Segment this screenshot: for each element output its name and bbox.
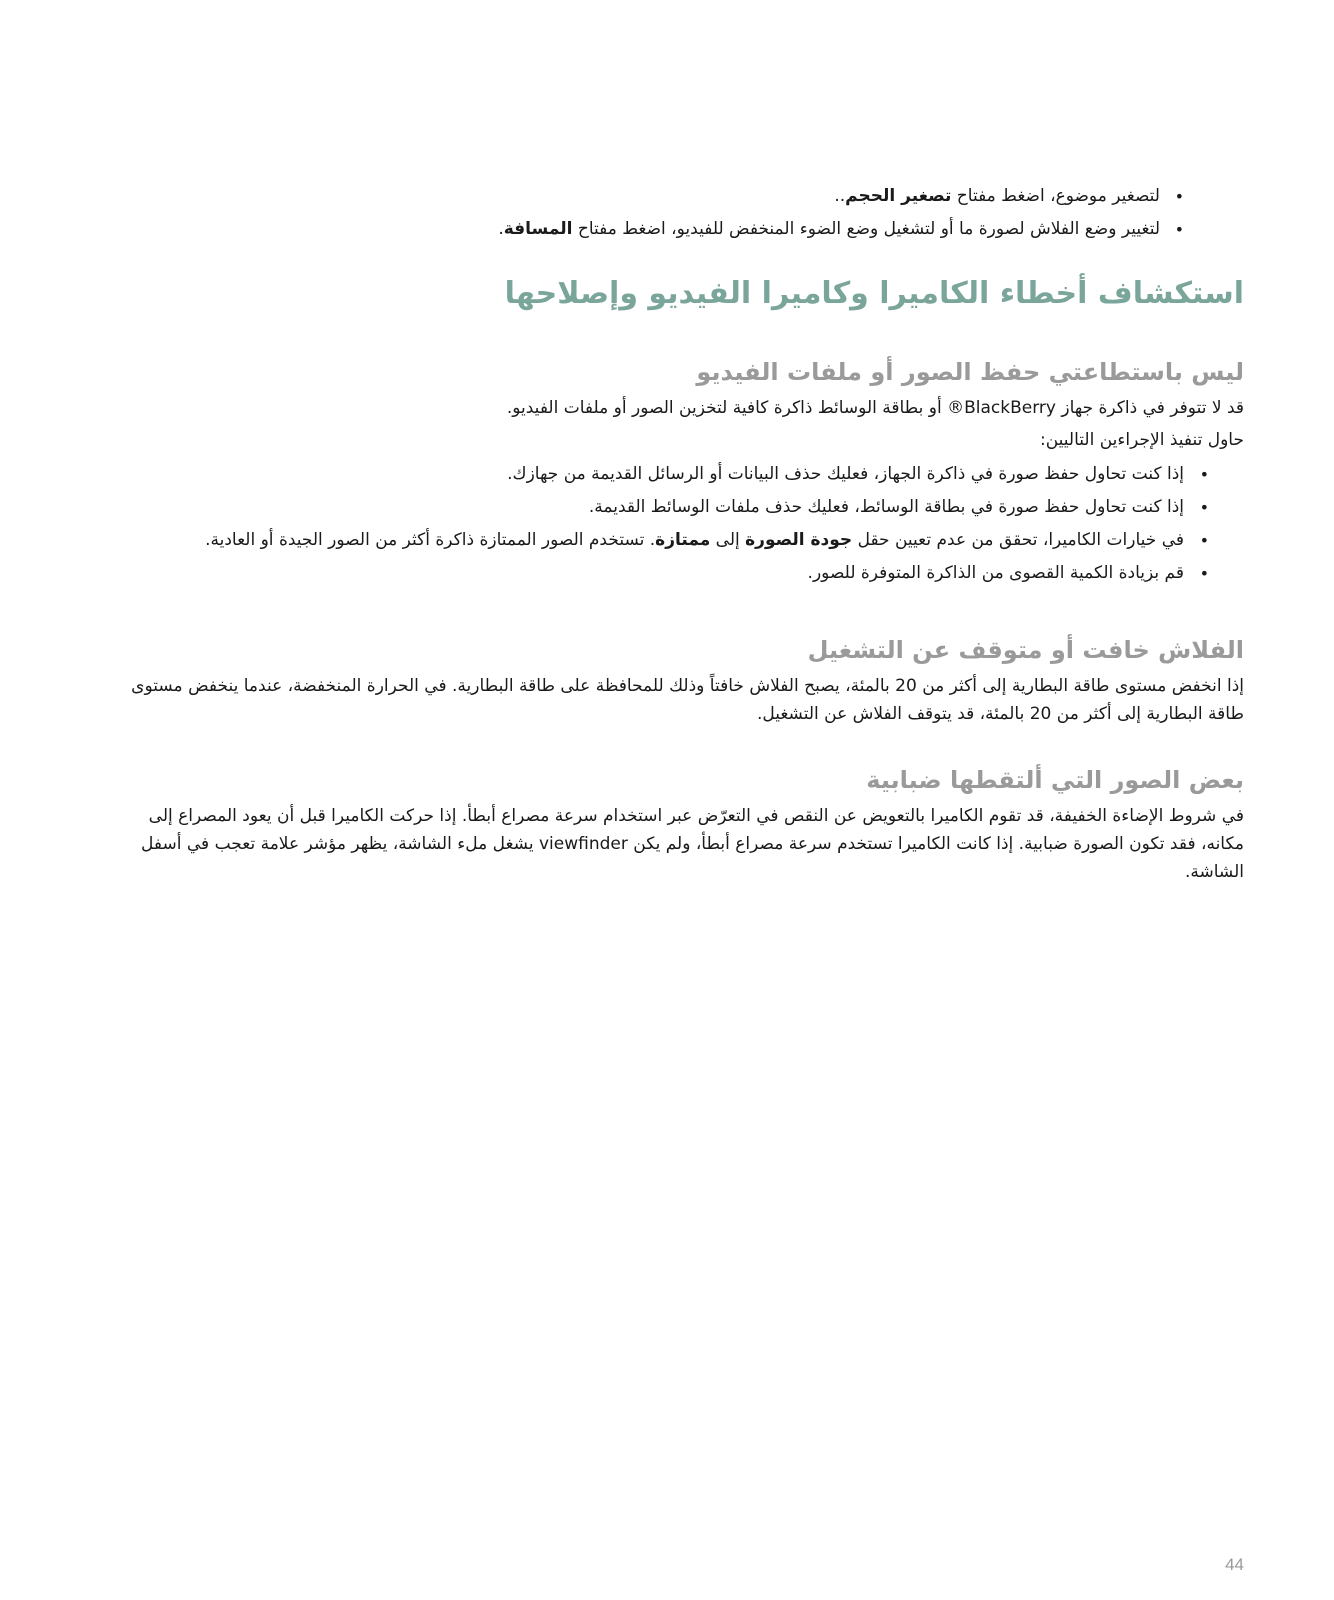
- section-heading: ليس باستطاعتي حفظ الصور أو ملفات الفيديو: [696, 358, 1244, 386]
- list-item: • إذا كنت تحاول حفظ صورة في ذاكرة الجهاز، فعليك حذف البيانات أو الرسائل القديمة من جهازك.: [110, 458, 1244, 491]
- section-flash-dim: [110, 628, 1244, 728]
- document-page: [110, 180, 1244, 886]
- section-blurry-pictures: [110, 758, 1244, 886]
- option-name: ممتازة: [655, 530, 711, 550]
- paragraph: في شروط الإضاءة الخفيفة، قد تقوم الكاميرا بالتعويض عن النقص في التعرّض عبر استخدام سرعة مصراع أبطأ. إذا حركت الكاميرا قبل أن يعود المصراع إلى مكانه، فقد تكون الصورة ضبابية. إذا كانت الكاميرا تستخدم سرعة مصراع أبطأ، ولم يكن viewfinder يشغل ملء الشاشة، يظهر مؤشر علامة تعجب في أسفل الشاشة.: [141, 806, 1244, 882]
- paragraph: قد لا تتوفر في ذاكرة جهاز BlackBerry® أو بطاقة الوسائط ذاكرة كافية لتخزين الصور أو ملفات الفيديو.: [506, 398, 1244, 418]
- section-cannot-save: [110, 350, 1244, 590]
- list-item: • إذا كنت تحاول حفظ صورة في بطاقة الوسائط، فعليك حذف ملفات الوسائط القديمة.: [110, 491, 1244, 524]
- main-title: استكشاف أخطاء الكاميرا وكاميرا الفيديو وإصلاحها: [504, 276, 1244, 311]
- key-name: المسافة: [503, 219, 573, 239]
- page-number: 44: [1225, 1555, 1244, 1574]
- list-item: • لتصغير موضوع، اضغط مفتاح تصغير الحجم..: [110, 180, 1244, 213]
- list-item: • لتغيير وضع الفلاش لصورة ما أو لتشغيل وضع الضوء المنخفض للفيديو، اضغط مفتاح المسافة.: [110, 213, 1244, 246]
- list-item: • في خيارات الكاميرا، تحقق من عدم تعيين حقل جودة الصورة إلى ممتازة. تستخدم الصور الممتازة ذاكرة أكثر من الصور الجيدة أو العادية.: [110, 524, 1244, 557]
- paragraph: حاول تنفيذ الإجراءين التاليين:: [1040, 430, 1244, 450]
- paragraph: إذا انخفض مستوى طاقة البطارية إلى أكثر من 20 بالمئة، يصبح الفلاش خافتاً وذلك للمحافظة على طاقة البطارية. في الحرارة المنخفضة، عندما ينخفض مستوى طاقة البطارية إلى أكثر من 20 بالمئة، قد يتوقف الفلاش عن التشغيل.: [131, 676, 1244, 724]
- section-heading: بعض الصور التي ألتقطها ضبابية: [866, 766, 1244, 794]
- bullet-list: [110, 458, 1244, 590]
- top-bullet-list: [110, 180, 1244, 246]
- list-item: • قم بزيادة الكمية القصوى من الذاكرة المتوفرة للصور.: [110, 557, 1244, 590]
- section-heading: الفلاش خافت أو متوقف عن التشغيل: [807, 636, 1244, 664]
- field-name: جودة الصورة: [745, 530, 853, 550]
- key-name: تصغير الحجم: [845, 186, 952, 206]
